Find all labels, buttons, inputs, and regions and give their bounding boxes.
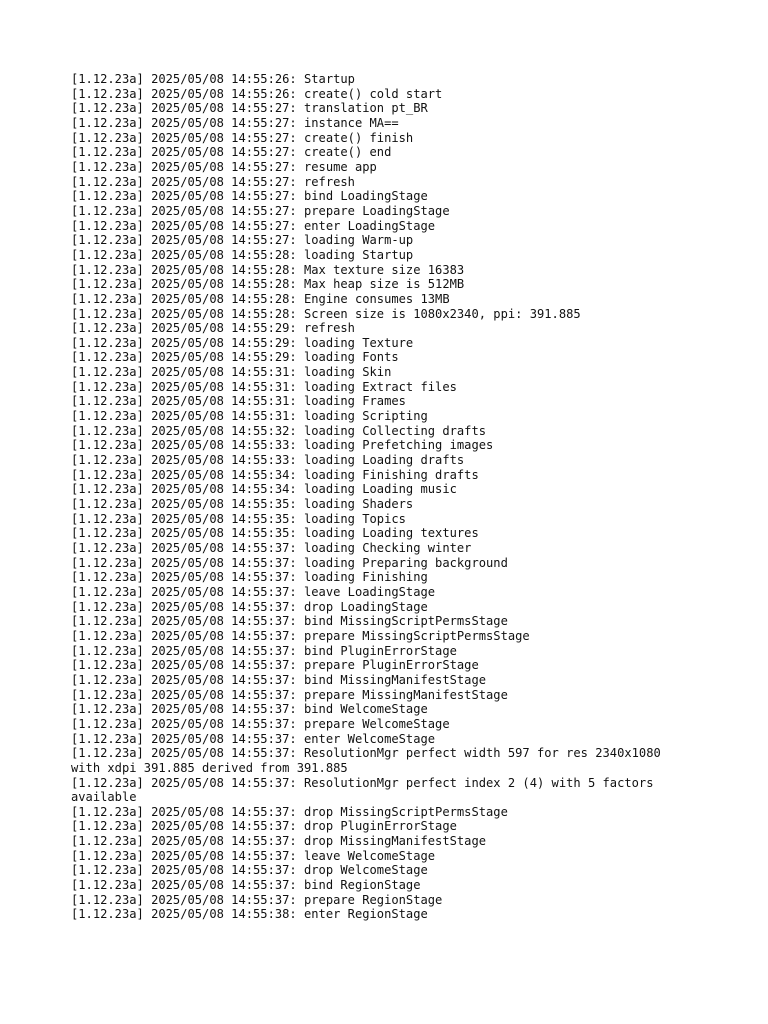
log-line: [1.12.23a] 2025/05/08 14:55:37: bind WelcomeStage xyxy=(71,702,428,717)
log-line: [1.12.23a] 2025/05/08 14:55:37: loading Preparing background xyxy=(71,555,508,570)
log-line: [1.12.23a] 2025/05/08 14:55:35: loading Topics xyxy=(71,511,406,526)
log-line: [1.12.23a] 2025/05/08 14:55:27: create() finish xyxy=(71,130,414,145)
log-line: [1.12.23a] 2025/05/08 14:55:31: loading Extract files xyxy=(71,379,457,394)
log-line: [1.12.23a] 2025/05/08 14:55:37: drop PluginErrorStage xyxy=(71,819,457,834)
log-line: [1.12.23a] 2025/05/08 14:55:29: refresh xyxy=(71,321,355,336)
log-line: [1.12.23a] 2025/05/08 14:55:37: enter WelcomeStage xyxy=(71,731,436,746)
log-line: [1.12.23a] 2025/05/08 14:55:31: loading Skin xyxy=(71,365,392,380)
log-line: [1.12.23a] 2025/05/08 14:55:27: prepare LoadingStage xyxy=(71,203,450,218)
log-line: [1.12.23a] 2025/05/08 14:55:28: loading Startup xyxy=(71,247,414,262)
log-line: [1.12.23a] 2025/05/08 14:55:37: loading Checking winter xyxy=(71,541,472,555)
log-line: [1.12.23a] 2025/05/08 14:55:27: refresh xyxy=(71,174,355,189)
log-line: [1.12.23a] 2025/05/08 14:55:29: loading Fonts xyxy=(71,350,399,365)
log-line: [1.12.23a] 2025/05/08 14:55:27: enter LoadingStage xyxy=(71,218,436,233)
log-line: [1.12.23a] 2025/05/08 14:55:37: drop LoadingStage xyxy=(71,599,428,614)
log-line: [1.12.23a] 2025/05/08 14:55:37: prepare RegionStage xyxy=(71,892,443,907)
log-line: [1.12.23a] 2025/05/08 14:55:26: Startup xyxy=(71,72,355,86)
log-line: [1.12.23a] 2025/05/08 14:55:37: prepare MissingManifestStage xyxy=(71,687,508,702)
log-line: [1.12.23a] 2025/05/08 14:55:34: loading Loading music xyxy=(71,482,457,497)
log-line: [1.12.23a] 2025/05/08 14:55:31: loading Scripting xyxy=(71,409,428,424)
log-line: [1.12.23a] 2025/05/08 14:55:37: bind RegionStage xyxy=(71,878,421,893)
log-line: [1.12.23a] 2025/05/08 14:55:31: loading Frames xyxy=(71,394,406,409)
log-line: [1.12.23a] 2025/05/08 14:55:27: resume app xyxy=(71,159,377,174)
log-line: [1.12.23a] 2025/05/08 14:55:29: loading Texture xyxy=(71,335,414,350)
log-line: [1.12.23a] 2025/05/08 14:55:37: prepare WelcomeStage xyxy=(71,716,450,731)
log-line: [1.12.23a] 2025/05/08 14:55:27: loading Warm-up xyxy=(71,233,414,248)
log-line: [1.12.23a] 2025/05/08 14:55:33: loading Prefetching images xyxy=(71,438,494,453)
log-output xyxy=(71,72,691,922)
log-line: [1.12.23a] 2025/05/08 14:55:37: drop WelcomeStage xyxy=(71,863,428,878)
log-line: [1.12.23a] 2025/05/08 14:55:37: bind MissingManifestStage xyxy=(71,672,487,687)
log-line: [1.12.23a] 2025/05/08 14:55:37: drop MissingScriptPermsStage xyxy=(71,804,508,819)
log-line: [1.12.23a] 2025/05/08 14:55:37: prepare MissingScriptPermsStage xyxy=(71,628,530,643)
log-line: [1.12.23a] 2025/05/08 14:55:35: loading Shaders xyxy=(71,497,414,512)
log-line: [1.12.23a] 2025/05/08 14:55:37: drop MissingManifestStage xyxy=(71,834,487,849)
log-line: [1.12.23a] 2025/05/08 14:55:26: create() cold start xyxy=(71,86,443,101)
log-line: [1.12.23a] 2025/05/08 14:55:27: create() end xyxy=(71,145,392,160)
log-line: [1.12.23a] 2025/05/08 14:55:37: leave LoadingStage xyxy=(71,584,436,599)
log-line: [1.12.23a] 2025/05/08 14:55:28: Screen size is 1080x2340, ppi: 391.885 xyxy=(71,306,581,321)
log-line: [1.12.23a] 2025/05/08 14:55:28: Engine consumes 13MB xyxy=(71,291,450,306)
log-line: [1.12.23a] 2025/05/08 14:55:37: ResolutionMgr perfect index 2 (4) with 5 factors available xyxy=(71,775,661,805)
log-line: [1.12.23a] 2025/05/08 14:55:37: ResolutionMgr perfect width 597 for res 2340x1080 with xdpi 391.885 derived from 391.885 xyxy=(71,746,669,775)
log-line: [1.12.23a] 2025/05/08 14:55:34: loading Finishing drafts xyxy=(71,467,479,482)
log-line: [1.12.23a] 2025/05/08 14:55:27: bind LoadingStage xyxy=(71,189,428,204)
log-line: [1.12.23a] 2025/05/08 14:55:28: Max heap size is 512MB xyxy=(71,277,465,292)
log-line: [1.12.23a] 2025/05/08 14:55:37: loading Finishing xyxy=(71,570,428,585)
log-line: [1.12.23a] 2025/05/08 14:55:37: prepare PluginErrorStage xyxy=(71,658,479,673)
log-line: [1.12.23a] 2025/05/08 14:55:37: bind MissingScriptPermsStage xyxy=(71,614,508,629)
log-line: [1.12.23a] 2025/05/08 14:55:28: Max texture size 16383 xyxy=(71,262,465,277)
log-line: [1.12.23a] 2025/05/08 14:55:27: translation pt_BR xyxy=(71,101,428,116)
log-line: [1.12.23a] 2025/05/08 14:55:32: loading Collecting drafts xyxy=(71,423,487,438)
log-line: [1.12.23a] 2025/05/08 14:55:38: enter RegionStage xyxy=(71,907,428,922)
log-line: [1.12.23a] 2025/05/08 14:55:35: loading Loading textures xyxy=(71,526,479,541)
log-line: [1.12.23a] 2025/05/08 14:55:33: loading Loading drafts xyxy=(71,453,465,468)
log-line: [1.12.23a] 2025/05/08 14:55:27: instance MA== xyxy=(71,115,399,130)
log-line: [1.12.23a] 2025/05/08 14:55:37: bind PluginErrorStage xyxy=(71,643,457,658)
log-line: [1.12.23a] 2025/05/08 14:55:37: leave WelcomeStage xyxy=(71,848,436,863)
